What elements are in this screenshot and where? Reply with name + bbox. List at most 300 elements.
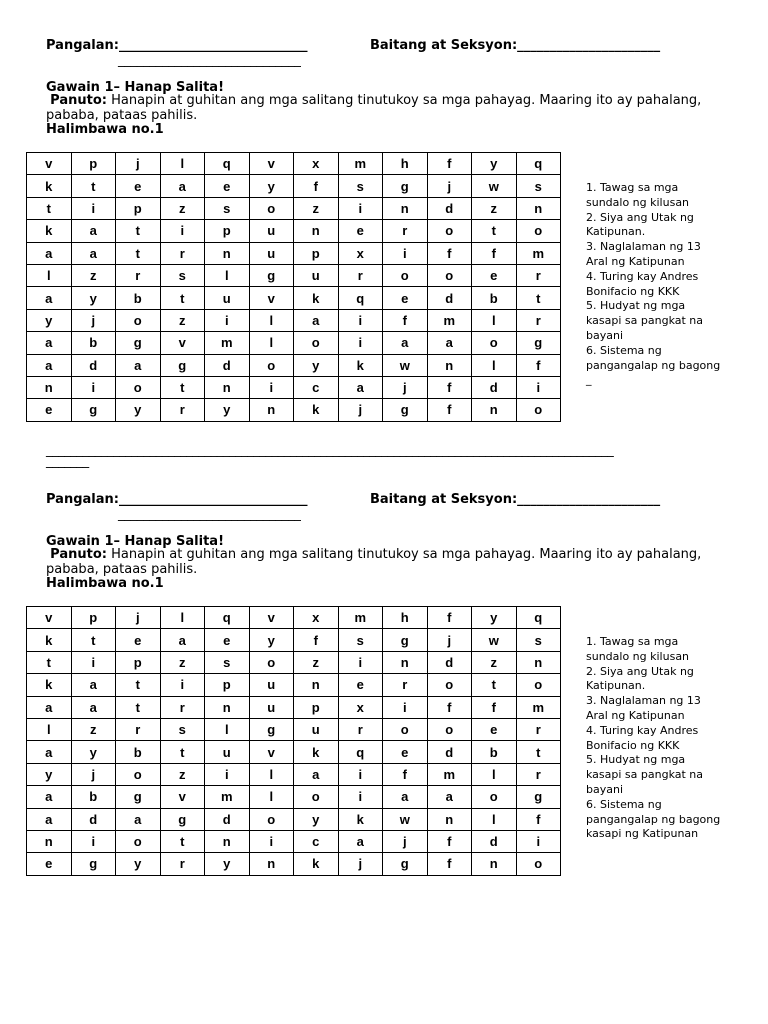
- grid-cell[interactable]: z: [294, 197, 339, 219]
- grid-cell[interactable]: z: [160, 197, 205, 219]
- grid-cell[interactable]: n: [427, 808, 472, 830]
- grid-cell[interactable]: a: [71, 696, 116, 718]
- grid-cell[interactable]: j: [71, 309, 116, 331]
- grid-cell[interactable]: p: [294, 696, 339, 718]
- grid-cell[interactable]: h: [383, 153, 428, 175]
- grid-cell[interactable]: r: [516, 763, 561, 785]
- grid-cell[interactable]: o: [116, 763, 161, 785]
- grid-cell[interactable]: e: [383, 287, 428, 309]
- grid-cell[interactable]: j: [383, 376, 428, 398]
- grid-cell[interactable]: s: [338, 629, 383, 651]
- grid-cell[interactable]: n: [205, 830, 250, 852]
- grid-cell[interactable]: r: [516, 264, 561, 286]
- grid-cell[interactable]: d: [427, 197, 472, 219]
- grid-cell[interactable]: g: [71, 399, 116, 421]
- grid-cell[interactable]: v: [27, 607, 72, 629]
- grid-cell[interactable]: f: [472, 696, 517, 718]
- grid-cell[interactable]: s: [160, 264, 205, 286]
- grid-cell[interactable]: j: [427, 175, 472, 197]
- grid-cell[interactable]: h: [383, 607, 428, 629]
- grid-cell[interactable]: a: [71, 674, 116, 696]
- grid-cell[interactable]: n: [472, 853, 517, 875]
- grid-cell[interactable]: y: [294, 808, 339, 830]
- grid-cell[interactable]: n: [516, 651, 561, 673]
- grid-row: [27, 741, 561, 763]
- grid-cell[interactable]: i: [160, 674, 205, 696]
- grid-cell[interactable]: e: [116, 175, 161, 197]
- grid-cell[interactable]: v: [160, 332, 205, 354]
- grid-cell[interactable]: o: [116, 309, 161, 331]
- grid-cell[interactable]: o: [383, 264, 428, 286]
- grid-cell[interactable]: v: [249, 153, 294, 175]
- grid-cell[interactable]: o: [294, 786, 339, 808]
- grid-cell[interactable]: d: [427, 651, 472, 673]
- grid-cell[interactable]: o: [516, 853, 561, 875]
- grid-cell[interactable]: b: [472, 741, 517, 763]
- grid-cell[interactable]: v: [249, 287, 294, 309]
- grid-cell[interactable]: y: [27, 763, 72, 785]
- grid-cell[interactable]: b: [472, 287, 517, 309]
- grid-cell[interactable]: e: [338, 674, 383, 696]
- grid-cell[interactable]: i: [160, 220, 205, 242]
- grid-cell[interactable]: u: [294, 264, 339, 286]
- grid-cell[interactable]: f: [383, 763, 428, 785]
- grid-cell[interactable]: a: [27, 287, 72, 309]
- grid-cell[interactable]: a: [27, 332, 72, 354]
- grid-cell[interactable]: g: [71, 853, 116, 875]
- grid-cell[interactable]: z: [472, 197, 517, 219]
- grid-cell[interactable]: o: [294, 332, 339, 354]
- grid-cell[interactable]: a: [27, 242, 72, 264]
- grid-cell[interactable]: y: [294, 354, 339, 376]
- grid-cell[interactable]: x: [338, 696, 383, 718]
- grid-cell[interactable]: m: [427, 309, 472, 331]
- grid-cell[interactable]: f: [427, 607, 472, 629]
- grid-cell[interactable]: v: [27, 153, 72, 175]
- grid-cell[interactable]: n: [205, 696, 250, 718]
- grid-cell[interactable]: j: [338, 399, 383, 421]
- grid-cell[interactable]: c: [294, 830, 339, 852]
- grid-cell[interactable]: u: [205, 287, 250, 309]
- grid-cell[interactable]: i: [338, 651, 383, 673]
- grid-cell[interactable]: r: [383, 220, 428, 242]
- grid-cell[interactable]: l: [249, 763, 294, 785]
- grid-cell[interactable]: r: [160, 853, 205, 875]
- grid-cell[interactable]: z: [294, 651, 339, 673]
- grid-cell[interactable]: a: [160, 175, 205, 197]
- grid-cell[interactable]: a: [27, 786, 72, 808]
- grid-cell[interactable]: o: [249, 651, 294, 673]
- grid-cell[interactable]: t: [160, 287, 205, 309]
- grid-cell[interactable]: z: [160, 763, 205, 785]
- grid-cell[interactable]: o: [383, 718, 428, 740]
- grid-cell[interactable]: e: [472, 264, 517, 286]
- grid-cell[interactable]: y: [27, 309, 72, 331]
- grid-row: [27, 332, 561, 354]
- grid-cell[interactable]: t: [516, 287, 561, 309]
- grid-cell[interactable]: i: [249, 830, 294, 852]
- grid-cell[interactable]: y: [205, 399, 250, 421]
- grid-cell[interactable]: j: [116, 153, 161, 175]
- grid-cell[interactable]: i: [338, 197, 383, 219]
- grid-cell[interactable]: j: [338, 853, 383, 875]
- grid-cell[interactable]: o: [427, 674, 472, 696]
- grid-cell[interactable]: n: [294, 674, 339, 696]
- word-search-grid: [26, 606, 561, 876]
- grid-cell[interactable]: f: [294, 175, 339, 197]
- grid-cell[interactable]: j: [116, 607, 161, 629]
- grid-cell[interactable]: f: [427, 242, 472, 264]
- grid-cell[interactable]: u: [249, 696, 294, 718]
- grid-cell[interactable]: i: [516, 376, 561, 398]
- grid-cell[interactable]: a: [383, 786, 428, 808]
- grid-cell[interactable]: e: [205, 175, 250, 197]
- grid-cell[interactable]: e: [338, 220, 383, 242]
- grid-cell[interactable]: b: [116, 741, 161, 763]
- grid-cell[interactable]: k: [27, 175, 72, 197]
- grid-cell[interactable]: z: [71, 718, 116, 740]
- grid-cell[interactable]: u: [205, 741, 250, 763]
- grid-cell[interactable]: f: [427, 376, 472, 398]
- grid-cell[interactable]: f: [427, 399, 472, 421]
- grid-cell[interactable]: o: [516, 220, 561, 242]
- grid-cell[interactable]: t: [472, 220, 517, 242]
- grid-cell[interactable]: y: [205, 853, 250, 875]
- grid-cell[interactable]: t: [116, 696, 161, 718]
- grid-cell[interactable]: x: [294, 607, 339, 629]
- grid-cell[interactable]: n: [516, 197, 561, 219]
- grid-cell[interactable]: x: [338, 242, 383, 264]
- grid-cell[interactable]: r: [116, 264, 161, 286]
- grid-cell[interactable]: i: [383, 696, 428, 718]
- grid-cell[interactable]: z: [160, 309, 205, 331]
- grid-cell[interactable]: u: [249, 674, 294, 696]
- grid-cell[interactable]: x: [294, 153, 339, 175]
- grid-cell[interactable]: t: [71, 175, 116, 197]
- grid-cell[interactable]: a: [116, 808, 161, 830]
- grid-cell[interactable]: l: [27, 718, 72, 740]
- grid-cell[interactable]: n: [249, 853, 294, 875]
- grid-cell[interactable]: y: [249, 175, 294, 197]
- grid-cell[interactable]: a: [116, 354, 161, 376]
- grid-cell[interactable]: t: [27, 197, 72, 219]
- grid-cell[interactable]: k: [294, 741, 339, 763]
- grid-cell[interactable]: e: [27, 399, 72, 421]
- grid-cell[interactable]: o: [249, 197, 294, 219]
- grid-cell[interactable]: f: [427, 696, 472, 718]
- grid-cell[interactable]: l: [160, 607, 205, 629]
- grid-cell[interactable]: o: [427, 718, 472, 740]
- grid-cell[interactable]: q: [205, 607, 250, 629]
- grid-cell[interactable]: g: [383, 175, 428, 197]
- grid-cell[interactable]: o: [249, 808, 294, 830]
- grid-cell[interactable]: n: [383, 197, 428, 219]
- grid-cell[interactable]: i: [71, 651, 116, 673]
- instruction-text: Hanapin at guhitan ang mga salitang tinutukoy sa mga pahayag. Maaring ito ay pahalang, pababa, pataas pahilis.: [46, 547, 702, 577]
- grid-cell[interactable]: j: [427, 629, 472, 651]
- grid-cell[interactable]: q: [516, 607, 561, 629]
- grid-cell[interactable]: g: [160, 808, 205, 830]
- grid-cell[interactable]: n: [383, 651, 428, 673]
- grid-cell[interactable]: s: [338, 175, 383, 197]
- grid-cell[interactable]: i: [71, 830, 116, 852]
- grid-cell[interactable]: o: [472, 786, 517, 808]
- grid-cell[interactable]: v: [160, 786, 205, 808]
- grid-cell[interactable]: i: [338, 786, 383, 808]
- grid-cell[interactable]: g: [383, 399, 428, 421]
- grid-cell[interactable]: r: [516, 309, 561, 331]
- grid-cell[interactable]: r: [160, 242, 205, 264]
- grid-cell[interactable]: p: [71, 153, 116, 175]
- grid-cell[interactable]: l: [472, 354, 517, 376]
- grid-cell[interactable]: w: [472, 175, 517, 197]
- grid-cell[interactable]: z: [71, 264, 116, 286]
- grid-cell[interactable]: p: [205, 220, 250, 242]
- grid-cell[interactable]: b: [116, 287, 161, 309]
- grid-cell[interactable]: m: [516, 696, 561, 718]
- grid-cell[interactable]: g: [116, 332, 161, 354]
- grid-cell[interactable]: y: [116, 853, 161, 875]
- grid-cell[interactable]: n: [472, 399, 517, 421]
- grid-cell[interactable]: g: [116, 786, 161, 808]
- grid-cell[interactable]: i: [205, 763, 250, 785]
- grid-cell[interactable]: k: [27, 674, 72, 696]
- grid-cell[interactable]: b: [71, 786, 116, 808]
- grid-cell[interactable]: c: [294, 376, 339, 398]
- grid-cell[interactable]: r: [516, 718, 561, 740]
- grid-cell[interactable]: r: [116, 718, 161, 740]
- grid-cell[interactable]: u: [249, 220, 294, 242]
- grid-cell[interactable]: m: [427, 763, 472, 785]
- grid-cell[interactable]: a: [71, 220, 116, 242]
- grid-cell[interactable]: a: [27, 808, 72, 830]
- grid-row: [27, 651, 561, 673]
- grid-cell[interactable]: y: [249, 629, 294, 651]
- grid-cell[interactable]: a: [427, 786, 472, 808]
- grid-cell[interactable]: r: [160, 696, 205, 718]
- grid-cell[interactable]: y: [116, 399, 161, 421]
- grid-cell[interactable]: m: [205, 332, 250, 354]
- grid-cell[interactable]: y: [71, 741, 116, 763]
- grid-cell[interactable]: k: [294, 399, 339, 421]
- grid-cell[interactable]: r: [338, 264, 383, 286]
- grid-cell[interactable]: y: [472, 607, 517, 629]
- grid-cell[interactable]: o: [116, 830, 161, 852]
- grid-cell[interactable]: t: [160, 741, 205, 763]
- grid-cell[interactable]: t: [516, 741, 561, 763]
- clue-line: 5. Hudyat ng mga: [586, 299, 686, 313]
- grid-cell[interactable]: q: [338, 287, 383, 309]
- grid-cell[interactable]: v: [249, 741, 294, 763]
- grid-row: [27, 607, 561, 629]
- grid-cell[interactable]: k: [27, 629, 72, 651]
- clue-line: pangangalap ng bagong: [586, 812, 721, 826]
- grid-cell[interactable]: p: [294, 242, 339, 264]
- grid-cell[interactable]: k: [338, 354, 383, 376]
- grid-cell[interactable]: f: [427, 153, 472, 175]
- grid-cell[interactable]: e: [205, 629, 250, 651]
- grid-cell[interactable]: e: [472, 718, 517, 740]
- grid-cell[interactable]: t: [116, 674, 161, 696]
- grid-cell[interactable]: l: [472, 808, 517, 830]
- grid-cell[interactable]: t: [116, 220, 161, 242]
- grid-cell[interactable]: l: [205, 718, 250, 740]
- grid-cell[interactable]: f: [383, 309, 428, 331]
- activity-title: Gawain 1– Hanap Salita!: [46, 80, 225, 95]
- grid-cell[interactable]: l: [472, 309, 517, 331]
- grid-cell[interactable]: p: [116, 197, 161, 219]
- grid-cell[interactable]: n: [427, 354, 472, 376]
- grid-cell[interactable]: g: [160, 354, 205, 376]
- grid-cell[interactable]: a: [160, 629, 205, 651]
- grid-cell[interactable]: i: [249, 376, 294, 398]
- grid-cell[interactable]: r: [383, 674, 428, 696]
- grid-cell[interactable]: t: [160, 376, 205, 398]
- grid-cell[interactable]: s: [160, 718, 205, 740]
- grid-cell[interactable]: a: [27, 696, 72, 718]
- grid-cell[interactable]: m: [516, 242, 561, 264]
- grid-cell[interactable]: w: [472, 629, 517, 651]
- grid-cell[interactable]: e: [116, 629, 161, 651]
- grid-cell[interactable]: d: [205, 354, 250, 376]
- grid-cell[interactable]: o: [249, 354, 294, 376]
- grid-cell[interactable]: i: [516, 830, 561, 852]
- grid-cell[interactable]: m: [338, 153, 383, 175]
- grid-row: [27, 629, 561, 651]
- grid-cell[interactable]: n: [27, 830, 72, 852]
- grid-cell[interactable]: d: [472, 376, 517, 398]
- grid-cell[interactable]: v: [249, 607, 294, 629]
- grid-cell[interactable]: w: [383, 354, 428, 376]
- grid-cell[interactable]: m: [338, 607, 383, 629]
- grid-cell[interactable]: i: [71, 376, 116, 398]
- grid-cell[interactable]: a: [338, 830, 383, 852]
- grid-cell[interactable]: a: [338, 376, 383, 398]
- grid-cell[interactable]: r: [338, 718, 383, 740]
- grid-cell[interactable]: q: [516, 153, 561, 175]
- grid-cell[interactable]: k: [294, 287, 339, 309]
- grid-cell[interactable]: f: [294, 629, 339, 651]
- grid-cell[interactable]: a: [27, 354, 72, 376]
- grid-cell[interactable]: g: [383, 629, 428, 651]
- grid-cell[interactable]: s: [516, 175, 561, 197]
- grid-cell[interactable]: o: [116, 376, 161, 398]
- clue-line: 4. Turing kay Andres: [586, 723, 699, 737]
- grid-cell[interactable]: l: [205, 264, 250, 286]
- grid-cell[interactable]: o: [427, 220, 472, 242]
- grid-cell[interactable]: f: [427, 830, 472, 852]
- grid-cell[interactable]: l: [160, 153, 205, 175]
- grid-cell[interactable]: j: [71, 763, 116, 785]
- grid-cell[interactable]: q: [338, 741, 383, 763]
- grid-cell[interactable]: r: [160, 399, 205, 421]
- grid-cell[interactable]: j: [383, 830, 428, 852]
- grid-cell[interactable]: f: [427, 853, 472, 875]
- grid-cell[interactable]: a: [427, 332, 472, 354]
- grid-cell[interactable]: e: [27, 853, 72, 875]
- grid-cell[interactable]: i: [338, 763, 383, 785]
- grid-cell[interactable]: o: [516, 674, 561, 696]
- grid-cell[interactable]: t: [472, 674, 517, 696]
- grid-cell[interactable]: i: [205, 309, 250, 331]
- grid-cell[interactable]: i: [383, 242, 428, 264]
- grid-cell[interactable]: m: [205, 786, 250, 808]
- grid-cell[interactable]: k: [338, 808, 383, 830]
- grid-cell[interactable]: s: [205, 197, 250, 219]
- grid-cell[interactable]: n: [249, 399, 294, 421]
- grid-cell[interactable]: g: [516, 786, 561, 808]
- grid-cell[interactable]: n: [294, 220, 339, 242]
- grid-cell[interactable]: s: [516, 629, 561, 651]
- grid-cell[interactable]: i: [338, 332, 383, 354]
- grid-cell[interactable]: p: [116, 651, 161, 673]
- grid-cell[interactable]: f: [472, 242, 517, 264]
- grid-cell[interactable]: b: [71, 332, 116, 354]
- grid-cell[interactable]: a: [294, 763, 339, 785]
- grid-cell[interactable]: k: [27, 220, 72, 242]
- grid-cell[interactable]: o: [516, 399, 561, 421]
- grid-cell[interactable]: i: [71, 197, 116, 219]
- grid-cell[interactable]: f: [516, 354, 561, 376]
- grid-cell[interactable]: l: [27, 264, 72, 286]
- grid-cell[interactable]: g: [249, 718, 294, 740]
- grid-cell[interactable]: z: [472, 651, 517, 673]
- grid-cell[interactable]: l: [249, 786, 294, 808]
- grid-cell[interactable]: f: [516, 808, 561, 830]
- grid-cell[interactable]: a: [27, 741, 72, 763]
- clue-line: kasapi ng Katipunan: [586, 827, 699, 841]
- grid-cell[interactable]: p: [205, 674, 250, 696]
- grid-cell[interactable]: k: [294, 853, 339, 875]
- grid-cell[interactable]: g: [249, 264, 294, 286]
- grid-cell[interactable]: t: [116, 242, 161, 264]
- grid-cell[interactable]: d: [71, 808, 116, 830]
- grid-cell[interactable]: u: [249, 242, 294, 264]
- grid-cell[interactable]: l: [249, 332, 294, 354]
- grid-cell[interactable]: t: [71, 629, 116, 651]
- grid-cell[interactable]: d: [472, 830, 517, 852]
- grid-cell[interactable]: n: [205, 376, 250, 398]
- grid-cell[interactable]: l: [249, 309, 294, 331]
- grid-cell[interactable]: d: [427, 741, 472, 763]
- grid-cell[interactable]: a: [383, 332, 428, 354]
- grid-cell[interactable]: s: [205, 651, 250, 673]
- grid-cell[interactable]: e: [383, 741, 428, 763]
- grid-cell[interactable]: t: [160, 830, 205, 852]
- grid-cell[interactable]: d: [205, 808, 250, 830]
- grid-cell[interactable]: q: [205, 153, 250, 175]
- grid-cell[interactable]: y: [71, 287, 116, 309]
- grid-cell[interactable]: z: [160, 651, 205, 673]
- grid-cell[interactable]: o: [472, 332, 517, 354]
- grid-cell[interactable]: l: [472, 763, 517, 785]
- grid-cell[interactable]: a: [294, 309, 339, 331]
- grid-cell[interactable]: d: [71, 354, 116, 376]
- grid-cell[interactable]: d: [427, 287, 472, 309]
- grid-cell[interactable]: t: [27, 651, 72, 673]
- grid-cell[interactable]: n: [205, 242, 250, 264]
- grid-cell[interactable]: n: [27, 376, 72, 398]
- grid-cell[interactable]: p: [71, 607, 116, 629]
- grid-cell[interactable]: g: [516, 332, 561, 354]
- grid-cell[interactable]: a: [71, 242, 116, 264]
- grid-cell[interactable]: u: [294, 718, 339, 740]
- grid-cell[interactable]: g: [383, 853, 428, 875]
- grid-cell[interactable]: w: [383, 808, 428, 830]
- grid-cell[interactable]: i: [338, 309, 383, 331]
- grid-cell[interactable]: o: [427, 264, 472, 286]
- grid-cell[interactable]: y: [472, 153, 517, 175]
